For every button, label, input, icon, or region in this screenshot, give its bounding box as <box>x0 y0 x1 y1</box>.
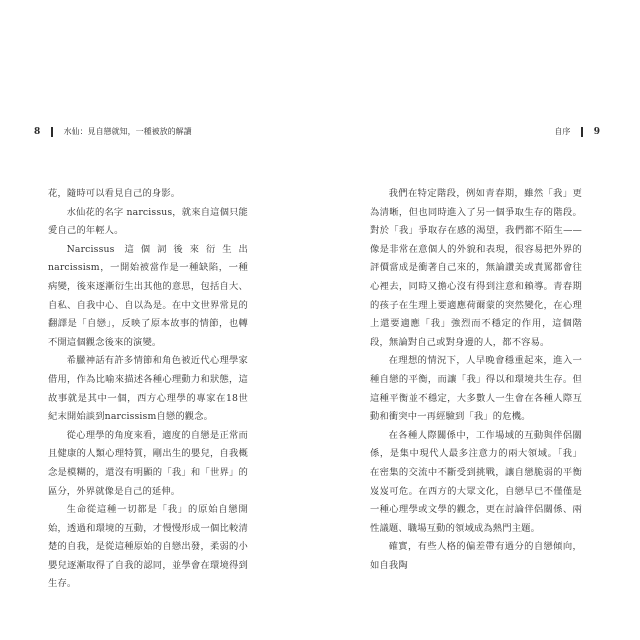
right-page-header <box>554 124 600 140</box>
body-paragraph: 在各種人際關係中，工作場域的互動與伴侶關係，是集中現代人最多注意力的兩大領域。「我」在密集的交流中不斷受到挑戰，讓自戀脆弱的平衡岌岌可危。在西方的大眾文化，自戀早已不僅僅是一種心理學或文學的觀念，更在討論伴侶關係、兩性議題、職場互動的領域成為熱門主題。 <box>370 429 582 534</box>
body-paragraph: 確實，有些人格的偏差帶有過分的自戀傾向，如自我陶 <box>370 541 582 571</box>
right-page-body <box>370 185 582 575</box>
left-page-header <box>34 124 192 140</box>
header-divider-bar <box>581 127 583 137</box>
body-paragraph: 希臘神話有許多情節和角色被近代心理學家借用，作為比喻來描述各種心理動力和狀態，這故事就是其中一個，西方心理學的專家在18世紀末開始談到narcissism自戀的觀念。 <box>48 355 248 423</box>
body-paragraph: 我們在特定階段，例如青春期，雖然「我」更為清晰，但也同時進入了另一個爭取生存的階段。對於「我」爭取存在感的渴望，我們都不陌生——像是非常在意個人的外貌和表現，很容易把外界的評價當成是衝著自己來的，無論讚美或責罵都會往心裡去，同時又擔心沒有得到注意和賴導。青春期的孩子在生理上要適應荷爾蒙的突然變化，在心理上還要適應「我」強烈而不穩定的作用，這個階段，無論對自己或對身邊的人，都不容易。 <box>370 188 582 348</box>
left-running-title: 水仙：見自戀就知，一種被放的解讀 <box>63 127 192 136</box>
header-divider-bar <box>51 127 53 137</box>
left-page-number: 8 <box>34 127 41 137</box>
left-page-body <box>48 185 248 594</box>
body-paragraph: 生命從這種一切都是「我」的原始自戀開始，透過和環境的互動，才慢慢形成一個比較清楚的自我，是從這種原始的自戀出發，柔弱的小嬰兒逐漸取得了自我的認同，並學會在環境得到生存。 <box>48 504 248 590</box>
body-paragraph: 在理想的情況下，人早晚會穩重起來，進入一種自戀的平衡，而讓「我」得以和環境共生存。但這種平衡並不穩定，大多數人一生會在各種人際互動和衝突中一再經驗到「我」的危機。 <box>370 355 582 423</box>
body-paragraph: Narcissus 這個詞後來衍生出 narcissism，一開始被當作是一種缺陷，一種病變，後來逐漸衍生出其他的意思，包括自大、自私、自我中心、自以為是。在中文世界常見的翻譯是「自戀」，反映了原本故事的情節，也轉不開這個觀念後來的演變。 <box>48 243 248 348</box>
right-running-title: 自序 <box>554 127 571 136</box>
body-paragraph: 水仙花的名字 narcissus，就來自這個只能愛自己的年輕人。 <box>48 206 248 237</box>
body-paragraph: 花，隨時可以看見自己的身影。 <box>48 188 181 199</box>
body-paragraph: 從心理學的角度來看，適度的自戀是正常而且健康的人類心理特質，剛出生的嬰兒，自我概念是模糊的，還沒有明顯的「我」和「世界」的區分，外界就像是自己的延伸。 <box>48 429 248 497</box>
right-page-number: 9 <box>593 127 600 137</box>
